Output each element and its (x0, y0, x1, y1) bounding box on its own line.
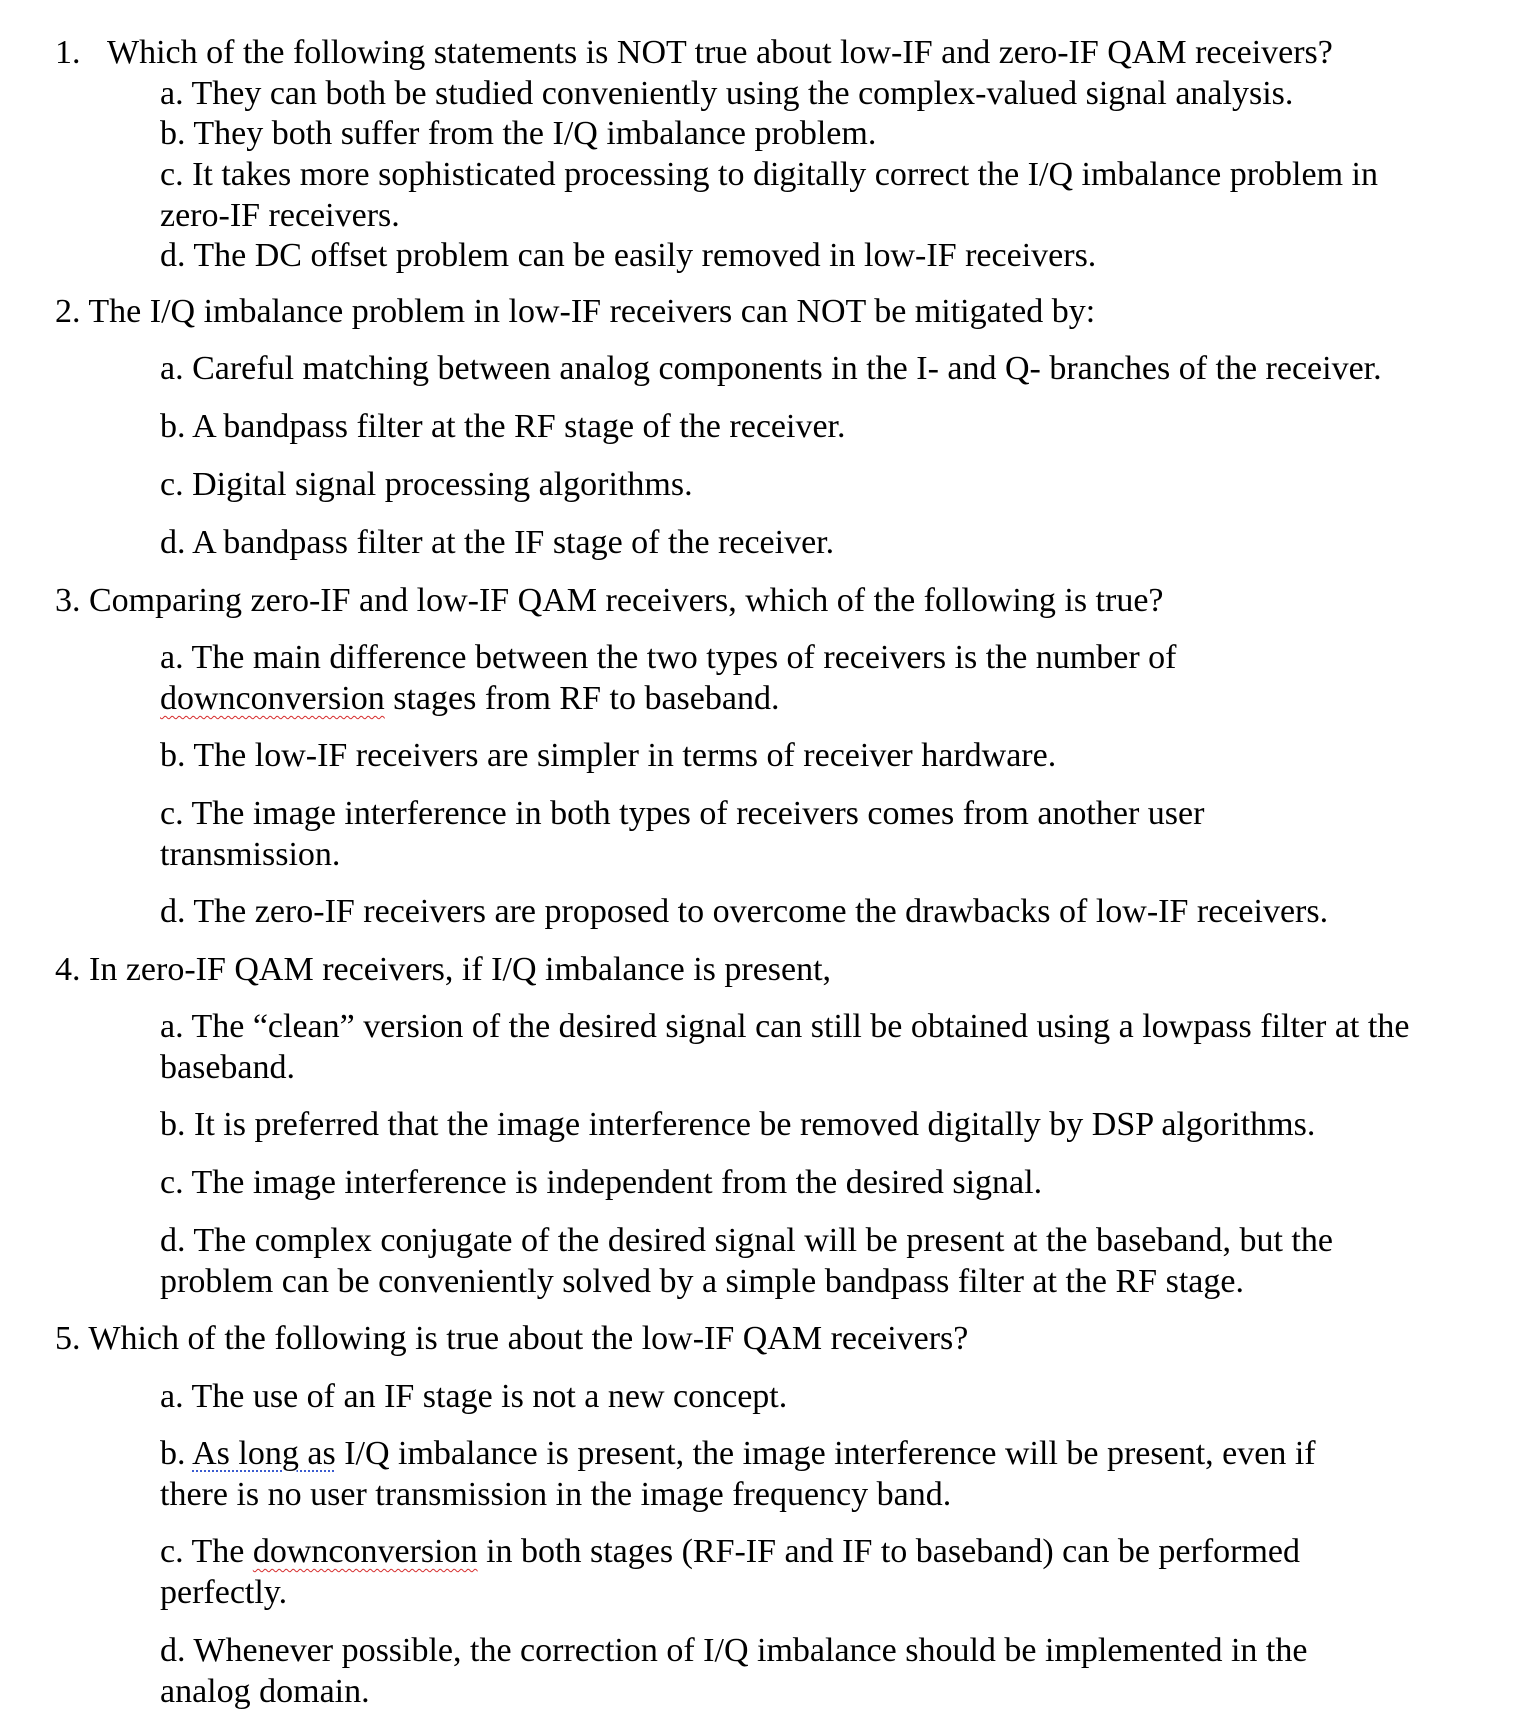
question-5-number: 5. (55, 1320, 81, 1357)
question-4-number: 4. (55, 951, 81, 988)
question-2-text: The I/Q imbalance problem in low-IF receivers can NOT be mitigated by: (88, 293, 1096, 330)
question-5-option-c-text-start: c. The (160, 1533, 253, 1570)
question-3-text: Comparing zero-IF and low-IF QAM receivers, which of the following is true? (89, 582, 1164, 619)
question-4-option-a: a. The “clean” version of the desired signal can still be obtained using a lowpass filter at the baseband. (160, 1008, 1410, 1086)
question-2-option-b: b. A bandpass filter at the RF stage of the receiver. (160, 408, 846, 445)
question-2-option-a: a. Careful matching between analog components in the I- and Q- branches of the receiver. (160, 350, 1382, 387)
question-1-option-d: d. The DC offset problem can be easily removed in low-IF receivers. (160, 237, 1097, 274)
question-2-number: 2. (55, 293, 81, 330)
question-5-option-b (160, 1433, 1390, 1515)
question-3-option-a-text-start: a. The main difference between the two types of receivers is the number of (160, 639, 1177, 676)
question-5 (55, 1318, 1495, 1359)
question-3-option-b: b. The low-IF receivers are simpler in terms of receiver hardware. (160, 737, 1057, 774)
question-3-option-d: d. The zero-IF receivers are proposed to overcome the drawbacks of low-IF receivers. (160, 893, 1329, 930)
question-5-option-d: d. Whenever possible, the correction of I/Q imbalance should be implemented in the analog domain. (160, 1632, 1308, 1710)
question-4 (55, 949, 1495, 990)
grammar-flagged-phrase: As long as (192, 1435, 336, 1472)
question-5-option-c (160, 1531, 1370, 1613)
question-1-number: 1. (55, 34, 81, 71)
question-1-option-c: c. It takes more sophisticated processing to digitally correct the I/Q imbalance problem in zero-IF receivers. (160, 156, 1378, 234)
question-5-text: Which of the following is true about the low-IF QAM receivers? (88, 1320, 969, 1357)
question-4-text: In zero-IF QAM receivers, if I/Q imbalance is present, (89, 951, 832, 988)
question-3-number: 3. (55, 582, 81, 619)
question-1-text: Which of the following statements is NOT true about low-IF and zero-IF QAM receivers? (107, 34, 1333, 71)
question-2 (55, 291, 1495, 332)
question-3 (55, 580, 1495, 621)
question-1 (55, 32, 1495, 73)
question-5-option-b-text-start: b. (160, 1435, 193, 1472)
spellcheck-flagged-word: downconversion (160, 680, 385, 717)
question-4-option-c: c. The image interference is independent from the desired signal. (160, 1164, 1043, 1201)
question-4-option-d: d. The complex conjugate of the desired signal will be present at the baseband, but the problem can be conveniently solved by a simple bandpass filter at the RF stage. (160, 1222, 1333, 1300)
question-1-option-b: b. They both suffer from the I/Q imbalance problem. (160, 115, 877, 152)
question-5-option-c-text-end: in both stages (RF-IF and IF to baseband) can be performed perfectly. (160, 1533, 1301, 1611)
spellcheck-flagged-word: downconversion (252, 1533, 478, 1570)
question-5-option-a: a. The use of an IF stage is not a new concept. (160, 1378, 788, 1415)
question-3-option-c: c. The image interference in both types of receivers comes from another user transmission. (160, 795, 1205, 873)
question-4-option-b: b. It is preferred that the image interference be removed digitally by DSP algorithms. (160, 1106, 1316, 1143)
question-2-option-c: c. Digital signal processing algorithms. (160, 466, 693, 503)
question-1-option-a: a. They can both be studied conveniently using the complex-valued signal analysis. (160, 75, 1294, 112)
question-5-option-b-text-end: I/Q imbalance is present, the image interference will be present, even if there is no user transmission in the image frequency band. (160, 1435, 1316, 1513)
question-2-option-d: d. A bandpass filter at the IF stage of the receiver. (160, 524, 835, 561)
question-3-option-a-text-end: stages from RF to baseband. (384, 680, 780, 717)
question-3-option-a (160, 637, 1240, 719)
